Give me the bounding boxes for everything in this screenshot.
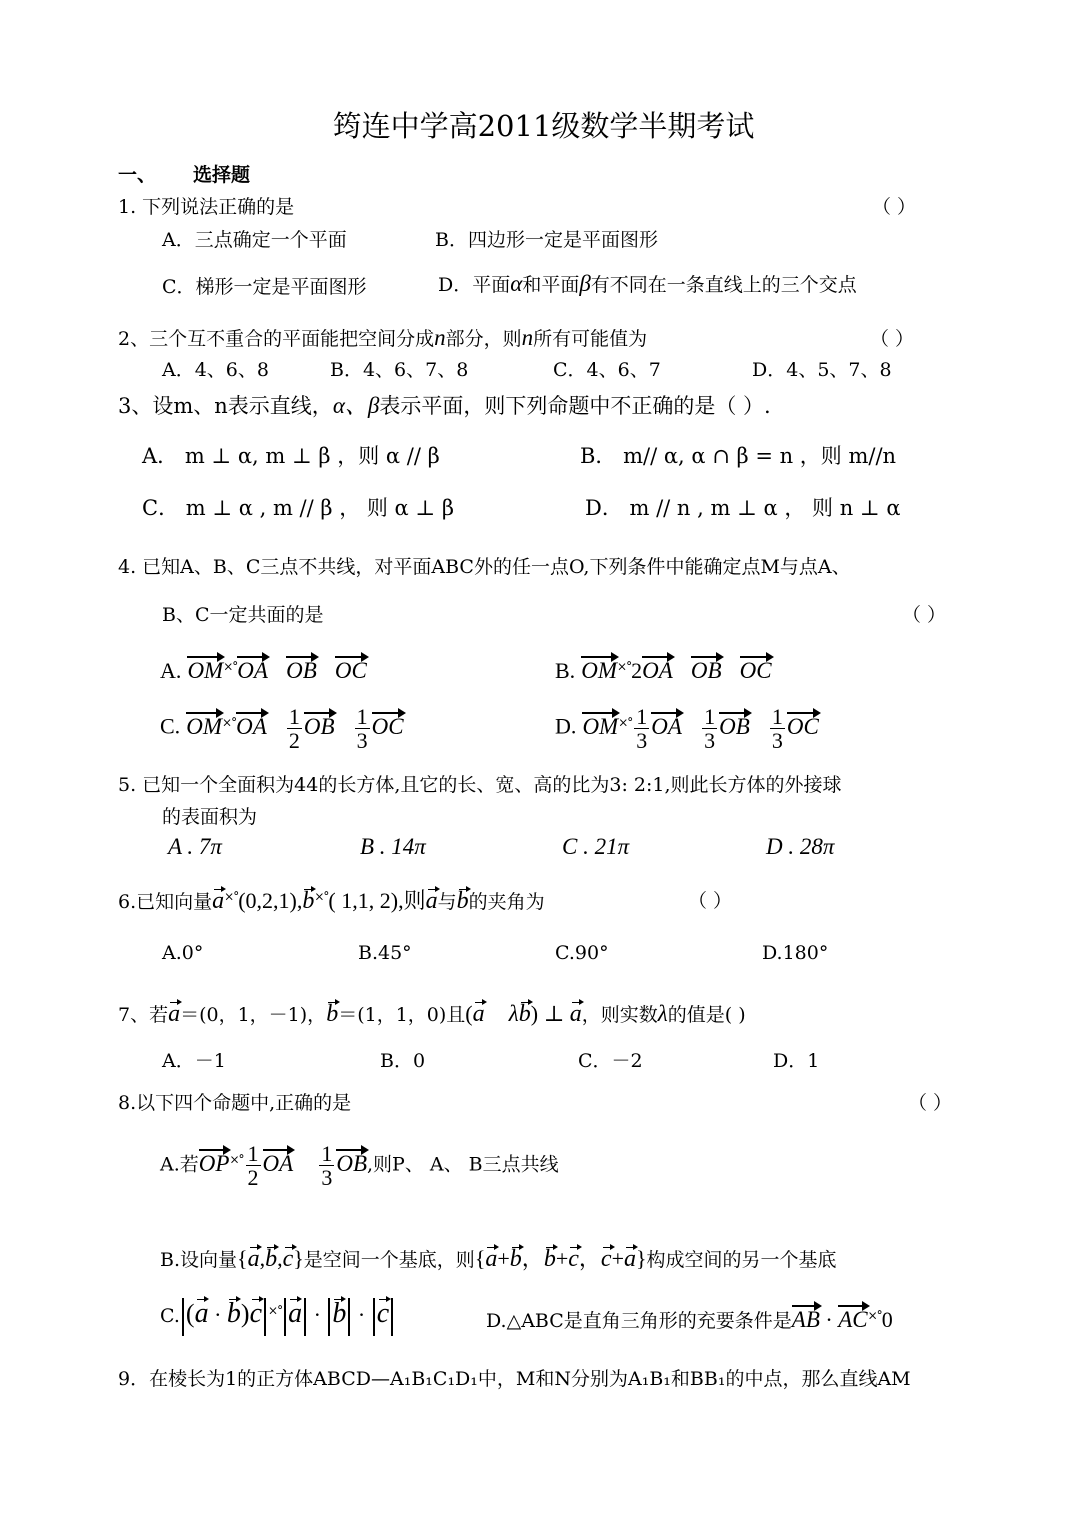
q8-answer-paren: （ ） [908,1092,953,1114]
q2-post: 所有可能值为 [533,328,648,350]
q2-answer-paren: （ ） [870,328,915,350]
n-symbol: n [434,325,446,350]
q1-option-b: B．四边形一定是平面图形 [435,229,658,251]
q7-a-value: ＝(0，1，－1)， [180,1004,327,1026]
q7-option-c: C．－2 [578,1050,643,1072]
q1-d-post: 有不同在一条直线上的三个交点 [590,274,857,296]
q3-mid: 表示平面，则下列命题中不正确的是（ ）. [379,394,771,418]
q1-d-mid: 和平面 [522,274,580,296]
q4-option-a: A. OM×°OA OB OC [160,658,367,683]
q2-mid: 部分，则 [445,328,522,350]
q8-d-pre: D.△ABC是直角三角形的充要条件是 [486,1310,792,1332]
q2-option-d: D．4、5、7、8 [752,359,892,381]
q3-option-d: D． m // n , m ⊥ α ， 则 n ⊥ α [585,496,901,520]
q2-option-b: B．4、6、7、8 [330,359,469,381]
q9-line1: 9．在棱长为1的正方体ABCD—A₁B₁C₁D₁中，M和N分别为A₁B₁和BB₁的中点，那么直线AM [118,1368,911,1390]
q8-stem: 8.以下四个命题中,正确的是 [118,1092,352,1114]
q6-answer-paren: （ ） [688,890,733,912]
q7-b-value: ＝(1，1，0)且 [338,1004,466,1026]
q6-option-d: D.180° [762,942,829,964]
q1-option-a: A．三点确定一个平面 [162,229,347,251]
q3-pre: 3、设m、n表示直线， [118,394,333,418]
vector-b: b [302,888,315,914]
q2-pre: 2、三个互不重合的平面能把空间分成 [118,328,435,350]
q6-option-a: A.0° [162,942,204,964]
alpha-beta-symbols: α、β [332,393,380,418]
q5-line2: 的表面积为 [162,806,258,828]
q1-d-pre: D．平面 [438,274,511,296]
q5-option-a: A . 7π [168,834,222,859]
vector-b: b [326,1001,339,1027]
q7-option-b: B．0 [380,1050,426,1072]
q8-c-pre: C. [160,1305,180,1327]
q7-option-a: A．－1 [162,1050,226,1072]
section-label: 选择题 [193,164,251,186]
q3-option-c: C． m ⊥ α , m // β ， 则 α ⊥ β [142,496,454,520]
q8-option-c: C. (a · b)c ×° a · b · c [160,1298,395,1336]
beta-symbol: β [579,271,591,296]
q1-option-d [438,270,857,297]
q4-line2: B、C一定共面的是 [162,604,324,626]
q4-option-d: D. OM×° $\frac{1}{3}$ OA $\frac{1}{3}$ OB $\frac{1}{3}$ OC [555,704,819,754]
vector-a: a [425,888,438,914]
q7-stem: 7、若a＝(0，1，－1)，b＝(1，1，0)且(a λb) ⊥ a，则实数λ的值是( ) [118,1001,746,1027]
q4-option-b: B. OM×°2OA OB OC [555,658,772,683]
q5-option-b: B . 14π [360,834,426,859]
q1-option-c: C．梯形一定是平面图形 [162,276,367,298]
section-number: 一、 [118,164,157,186]
q6-pre: 6.已知向量 [118,891,213,913]
vector-a: a [168,1001,181,1027]
q5-line1: 5. 已知一个全面积为44的长方体,且它的长、宽、高的比为3: 2:1,则此长方体的外接球 [118,774,842,796]
q2-option-c: C．4、6、7 [553,359,661,381]
q8-a-post: ,则P、 A、 B三点共线 [367,1153,559,1176]
q4-line1: 4. 已知A、B、C三点不共线，对平面ABC外的任一点O,下列条件中能确定点M与点A、 [118,556,851,578]
q6-stem: 6.已知向量a×°(0,2,1),b×°( 1,1, 2),则a与b的夹角为 [118,888,545,914]
q6-expr2: ( 1,1, 2),则 [328,888,426,913]
q7-post: ，则实数 [581,1004,658,1026]
q5-option-c: C . 21π [562,834,630,859]
q8-option-d: D.△ABC是直角三角形的充要条件是AB · AC×°0 [486,1307,893,1332]
q8-a-pre: A.若 [160,1153,199,1176]
q6-option-c: C.90° [555,942,609,964]
q3-stem [118,387,771,420]
n-symbol: n [521,325,534,350]
q8-option-b: B.设向量{a,b,c}是空间一个基底，则{a+b，b+c，c+a}构成空间的另一个基底 [160,1246,837,1272]
q2-stem [118,324,647,351]
vector-b: b [456,888,469,914]
q3-option-b: B． m// α, α ∩ β = n ，则 m//n [580,444,897,468]
q4-answer-paren: （ ） [902,604,947,626]
lambda-symbol: λ [657,1001,668,1026]
q3-option-a: A． m ⊥ α, m ⊥ β ，则 α // β [142,444,440,468]
q6-post: 的夹角为 [468,891,545,913]
q8-option-a: A.若OP×° $\frac{1}{2}$ OA $\frac{1}{3}$ OB,则P、 A、 B三点共线 [160,1141,559,1191]
q5-option-d: D . 28π [766,834,835,859]
q7-option-d: D．1 [773,1050,820,1072]
page-title: 筠连中学高2011级数学半期考试 [332,109,755,143]
q2-option-a: A．4、6、8 [162,359,269,381]
alpha-symbol: α [510,271,523,296]
q4-option-c: C. OM×°OA $\frac{1}{2}$ OB $\frac{1}{3}$ OC [160,704,404,754]
q1-stem: 1. 下列说法正确的是 [118,196,295,218]
q7-pre: 7、若 [118,1004,169,1026]
q8-b-post: 构成空间的另一个基底 [646,1249,837,1271]
q8-b-mid: 是空间一个基底，则 [303,1249,475,1271]
vector-a: a [212,888,225,914]
q8-b-pre: B.设向量 [160,1249,238,1271]
q1-answer-paren: （ ） [872,196,917,218]
q6-option-b: B.45° [358,942,412,964]
q6-expr: (0,2,1), [238,888,303,913]
q6-with: 与 [437,891,457,913]
q7-tail: 的值是( ) [667,1004,746,1026]
q8-d-post: 0 [881,1307,893,1332]
